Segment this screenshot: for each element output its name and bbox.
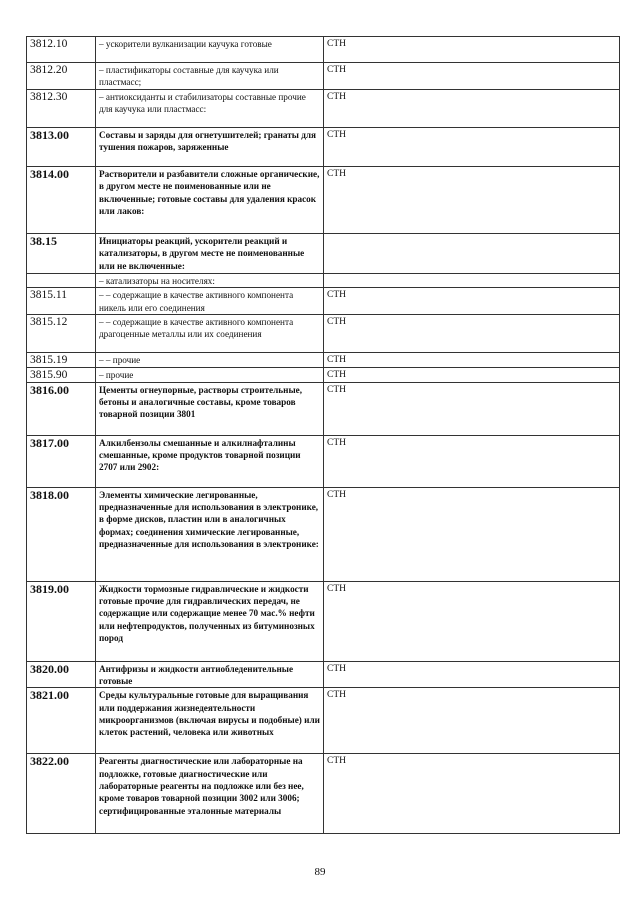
table-row <box>27 367 620 382</box>
description-cell: Алкилбензолы смешанные и алкилнафталины смешанные, кроме продуктов товарной позиции 2707 или 2902: <box>96 435 324 487</box>
table-row <box>27 234 620 274</box>
description-cell: – – содержащие в качестве активного компонента никель или его соединения <box>96 288 324 315</box>
table-row <box>27 754 620 834</box>
requirement-cell: СТН <box>324 37 620 63</box>
description-cell: – – прочие <box>96 352 324 367</box>
code-cell: 3817.00 <box>27 435 96 487</box>
table-row <box>27 90 620 128</box>
table-row <box>27 487 620 581</box>
code-cell <box>27 274 96 288</box>
table-row <box>27 288 620 315</box>
requirement-cell: СТН <box>324 688 620 754</box>
table-row <box>27 167 620 234</box>
table-row <box>27 435 620 487</box>
description-cell: – пластификаторы составные для каучука или пластмасс; <box>96 63 324 90</box>
table-row <box>27 63 620 90</box>
table-row <box>27 382 620 435</box>
requirement-cell: СТН <box>324 128 620 167</box>
code-cell: 3815.11 <box>27 288 96 315</box>
table-row <box>27 128 620 167</box>
description-cell: – антиоксиданты и стабилизаторы составные прочие для каучука или пластмасс: <box>96 90 324 128</box>
requirement-cell: СТН <box>324 661 620 688</box>
requirement-cell: СТН <box>324 367 620 382</box>
code-cell: 3813.00 <box>27 128 96 167</box>
requirement-cell: СТН <box>324 314 620 352</box>
code-cell: 3822.00 <box>27 754 96 834</box>
description-cell: – – содержащие в качестве активного компонента драгоценные металлы или их соединения <box>96 314 324 352</box>
code-cell: 3821.00 <box>27 688 96 754</box>
description-cell: Цементы огнеупорные, растворы строительные, бетоны и аналогичные составы, кроме товаров товарной позиции 3801 <box>96 382 324 435</box>
requirement-cell: СТН <box>324 90 620 128</box>
requirement-cell: СТН <box>324 487 620 581</box>
description-cell: Составы и заряды для огнетушителей; гранаты для тушения пожаров, заряженные <box>96 128 324 167</box>
tnved-table <box>26 36 620 834</box>
table-row <box>27 274 620 288</box>
table-row <box>27 352 620 367</box>
page-number: 89 <box>314 866 326 878</box>
code-cell: 3815.19 <box>27 352 96 367</box>
code-cell: 3812.20 <box>27 63 96 90</box>
requirement-cell <box>324 234 620 274</box>
requirement-cell: СТН <box>324 581 620 661</box>
table-row <box>27 688 620 754</box>
requirement-cell <box>324 274 620 288</box>
table-row <box>27 581 620 661</box>
description-cell: – прочие <box>96 367 324 382</box>
requirement-cell: СТН <box>324 352 620 367</box>
code-cell: 3815.90 <box>27 367 96 382</box>
table-row <box>27 37 620 63</box>
description-cell: – ускорители вулканизации каучука готовые <box>96 37 324 63</box>
requirement-cell: СТН <box>324 435 620 487</box>
requirement-cell: СТН <box>324 382 620 435</box>
code-cell: 3812.10 <box>27 37 96 63</box>
description-cell: – катализаторы на носителях: <box>96 274 324 288</box>
description-cell: Инициаторы реакций, ускорители реакций и катализаторы, в другом месте не поименованные или не включенные: <box>96 234 324 274</box>
code-cell: 38.15 <box>27 234 96 274</box>
code-cell: 3812.30 <box>27 90 96 128</box>
requirement-cell: СТН <box>324 288 620 315</box>
description-cell: Антифризы и жидкости антиобледенительные готовые <box>96 661 324 688</box>
requirement-cell: СТН <box>324 63 620 90</box>
description-cell: Реагенты диагностические или лабораторные на подложке, готовые диагностические или лабораторные реагенты на подложке или без нее, кроме товаров товарной позиции 3002 или 3006; сертифицированные эталонные материалы <box>96 754 324 834</box>
description-cell: Элементы химические легированные, предназначенные для использования в электронике, в форме дисков, пластин или в аналогичных формах; соединения химические легированные, предназначенные для использования в электронике: <box>96 487 324 581</box>
code-cell: 3819.00 <box>27 581 96 661</box>
requirement-cell: СТН <box>324 754 620 834</box>
description-cell: Растворители и разбавители сложные органические, в другом месте не поименованные или не включенные; готовые составы для удаления красок или лаков: <box>96 167 324 234</box>
code-cell: 3816.00 <box>27 382 96 435</box>
table-row <box>27 314 620 352</box>
code-cell: 3818.00 <box>27 487 96 581</box>
description-cell: Среды культуральные готовые для выращивания или поддержания жизнедеятельности микроорганизмов (включая вирусы и подобные) или клеток растений, человека или животных <box>96 688 324 754</box>
description-cell: Жидкости тормозные гидравлические и жидкости готовые прочие для гидравлических передач, не содержащие или содержащие менее 70 мас.% нефти или нефтепродуктов, полученных из битуминозных пород <box>96 581 324 661</box>
table-row <box>27 661 620 688</box>
code-cell: 3820.00 <box>27 661 96 688</box>
code-cell: 3814.00 <box>27 167 96 234</box>
code-cell: 3815.12 <box>27 314 96 352</box>
requirement-cell: СТН <box>324 167 620 234</box>
